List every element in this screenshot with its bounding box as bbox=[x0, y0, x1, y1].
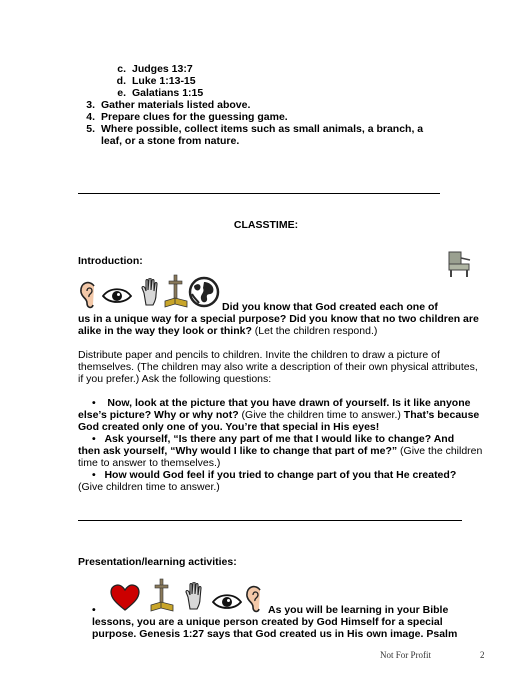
cross-bible-icon bbox=[164, 274, 188, 308]
presentation-line-2: lessons, you are a unique person created by God Himself for a special bbox=[92, 616, 443, 628]
hand-icon bbox=[184, 582, 204, 610]
page-number: 2 bbox=[480, 650, 485, 660]
question-3-line-2: (Give children time to answer.) bbox=[78, 481, 220, 493]
intro-paragraph-line-1: Distribute paper and pencils to children. Invite the children to draw a picture of bbox=[78, 349, 440, 361]
question-2-line-1: • Ask yourself, “Is there any part of me that I would like to change? And bbox=[92, 433, 455, 445]
globe-icon bbox=[188, 276, 220, 308]
sub-item-e: e. Galatians 1:15 bbox=[117, 87, 204, 99]
chair-icon bbox=[446, 250, 472, 278]
list-item-4: 4. Prepare clues for the guessing game. bbox=[86, 111, 288, 123]
list-item-5: 5. Where possible, collect items such as small animals, a branch, a bbox=[86, 123, 424, 135]
question-1-line-3: God created only one of you. You’re that special in His eyes! bbox=[78, 421, 380, 433]
question-1-line-1: • Now, look at the picture that you have drawn of yourself. Is it like anyone bbox=[92, 397, 471, 409]
question-3-line-1: • How would God feel if you tried to change part of you that He created? bbox=[92, 469, 457, 481]
presentation-heading: Presentation/learning activities: bbox=[78, 556, 237, 568]
intro-paragraph-line-3: if you prefer.) Ask the following questions: bbox=[78, 373, 272, 385]
heart-icon bbox=[110, 584, 140, 612]
question-2-line-3: time to answer to themselves.) bbox=[78, 457, 221, 469]
bullet: • bbox=[92, 469, 96, 481]
divider-top bbox=[78, 193, 440, 194]
presentation-bullet: • bbox=[92, 604, 96, 616]
bullet: • bbox=[92, 397, 96, 409]
presentation-lead: As you will be learning in your Bible bbox=[268, 604, 449, 616]
ear-icon bbox=[244, 584, 266, 614]
sub-item-d: d. Luke 1:13-15 bbox=[116, 75, 196, 87]
divider-bottom bbox=[78, 520, 462, 521]
hand-icon bbox=[140, 278, 160, 306]
eye-icon bbox=[212, 592, 242, 612]
ear-icon bbox=[78, 280, 100, 310]
eye-icon bbox=[102, 286, 132, 306]
intro-lead: Did you know that God created each one of bbox=[222, 301, 438, 313]
presentation-line-3: purpose. Genesis 1:27 says that God created us in His own image. Psalm bbox=[92, 628, 458, 640]
list-item-3: 3. Gather materials listed above. bbox=[86, 99, 251, 111]
intro-paragraph-line-2: themselves. (The children may also write a description of their own physical attributes, bbox=[78, 361, 478, 373]
intro-line-2: us in a unique way for a special purpose? Did you know that no two children are bbox=[78, 313, 479, 325]
footer-label: Not For Profit bbox=[380, 650, 432, 660]
intro-line-3: alike in the way they look or think? (Let the children respond.) bbox=[78, 325, 378, 337]
bullet: • bbox=[92, 433, 96, 445]
cross-bible-icon bbox=[150, 578, 174, 612]
sub-item-c: c. Judges 13:7 bbox=[117, 63, 193, 75]
question-1-line-2: else’s picture? Why or why not? (Give the children time to answer.) That’s because bbox=[78, 409, 480, 421]
list-item-5-continued: leaf, or a stone from nature. bbox=[101, 135, 240, 147]
question-2-line-2: then ask yourself, “Why would I like to change that part of me?” (Give the children bbox=[78, 445, 483, 457]
intro-heading: Introduction: bbox=[78, 255, 143, 267]
section-title: CLASSTIME: bbox=[233, 219, 299, 231]
